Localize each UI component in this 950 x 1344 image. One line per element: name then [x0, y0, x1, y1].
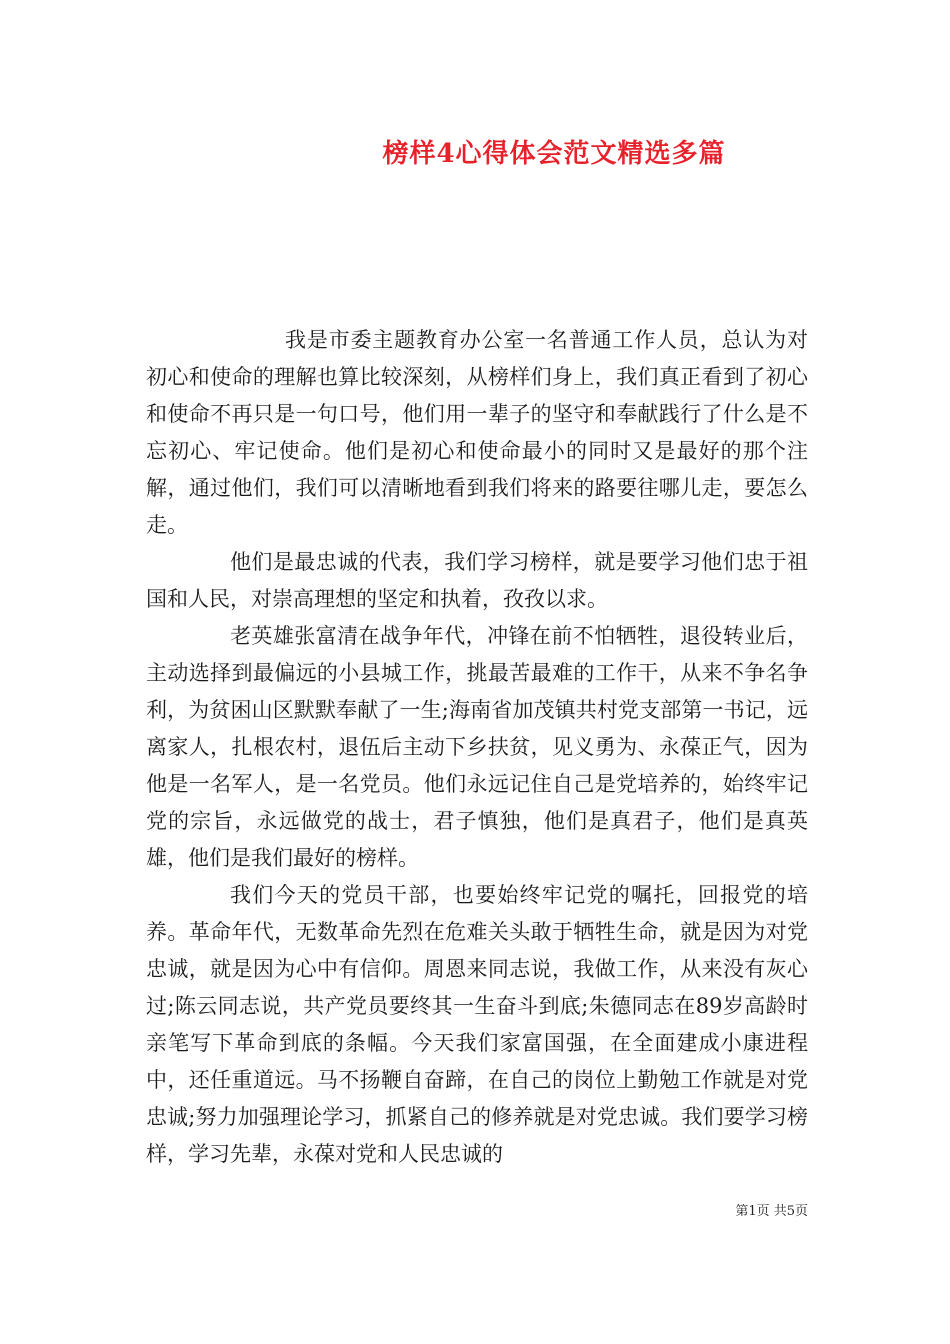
page-title: 榜样4心得体会范文精选多篇	[382, 139, 726, 169]
page-number: 第1页 共5页	[735, 1204, 808, 1219]
paragraph: 老英雄张富清在战争年代，冲锋在前不怕牺牲，退役转业后，主动选择到最偏远的小县城工作，挑最苦最难的工作干，从来不争名争利，为贫困山区默默奉献了一生;海南省加茂镇共村党支部第一书记，远离家人，扎根农村，退伍后主动下乡扶贫，见义勇为、永葆正气，因为他是一名军人，是一名党员。他们永远记住自己是党培养的，始终牢记党的宗旨，永远做党的战士，君子慎独，他们是真君子，他们是真英雄，他们是我们最好的榜样。	[146, 624, 808, 870]
paragraph: 我们今天的党员干部，也要始终牢记党的嘱托，回报党的培养。革命年代，无数革命先烈在危难关头敢于牺牲生命，就是因为对党忠诚，就是因为心中有信仰。周恩来同志说，我做工作，从来没有灰心过;陈云同志说，共产党员要终其一生奋斗到底;朱德同志在89岁高龄时亲笔写下革命到底的条幅。今天我们家富国强，在全面建成小康进程中，还任重道远。马不扬鞭自奋蹄，在自己的岗位上勤勉工作就是对党忠诚;努力加强理论学习，抓紧自己的修养就是对党忠诚。我们要学习榜样，学习先辈，永葆对党和人民忠诚的	[146, 883, 808, 1166]
paragraph: 他们是最忠诚的代表，我们学习榜样，就是要学习他们忠于祖国和人民，对崇高理想的坚定和执着，孜孜以求。	[146, 550, 808, 611]
document-body	[146, 322, 808, 1173]
paragraph: 我是市委主题教育办公室一名普通工作人员，总认为对初心和使命的理解也算比较深刻，从榜样们身上，我们真正看到了初心和使命不再只是一句口号，他们用一辈子的坚守和奉献践行了什么是不忘初心、牢记使命。他们是初心和使命最小的同时又是最好的那个注解，通过他们，我们可以清晰地看到我们将来的路要往哪儿走，要怎么走。	[146, 328, 808, 537]
